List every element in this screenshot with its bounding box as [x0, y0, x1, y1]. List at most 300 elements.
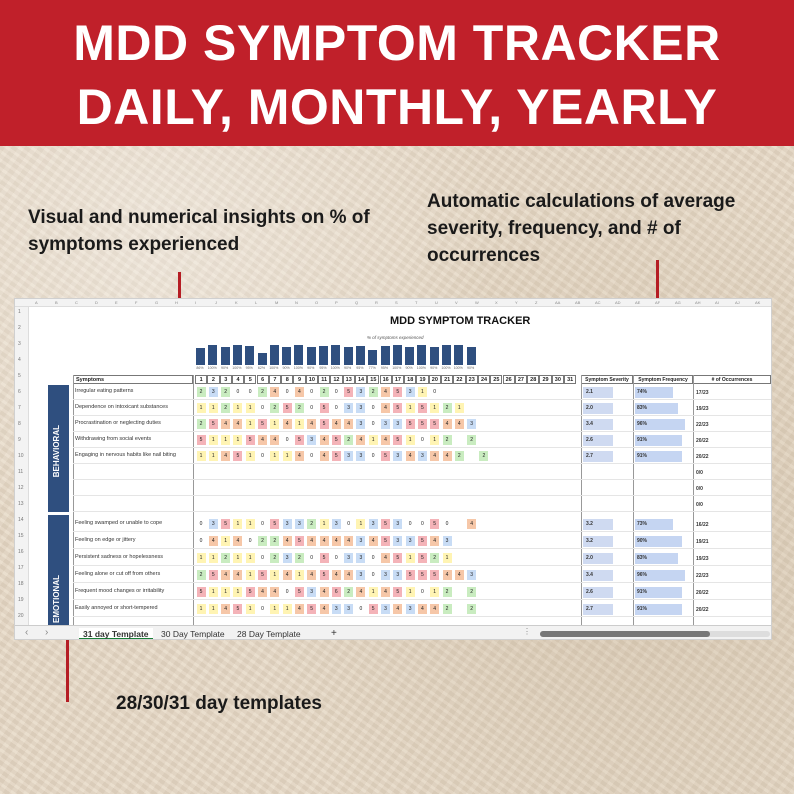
day-value-cell[interactable]: 4 [320, 604, 329, 614]
day-value-cell[interactable]: 1 [209, 587, 218, 597]
row-divider [73, 531, 772, 532]
day-value-cell[interactable]: 3 [209, 387, 218, 397]
scrollbar-thumb[interactable] [540, 631, 710, 637]
day-value-cell[interactable]: 2 [455, 451, 464, 461]
day-value-cell[interactable]: 4 [221, 604, 230, 614]
day-value-cell[interactable]: 1 [406, 435, 415, 445]
day-value-cell[interactable]: 1 [270, 604, 279, 614]
day-value-cell[interactable]: 5 [381, 536, 390, 546]
day-value-cell[interactable]: 0 [430, 387, 439, 397]
day-value-cell[interactable]: 3 [344, 604, 353, 614]
row-divider [73, 431, 772, 432]
day-value-cell[interactable]: 1 [418, 387, 427, 397]
row-divider [73, 616, 772, 617]
day-value-cell[interactable]: 0 [369, 570, 378, 580]
day-value-cell[interactable]: 4 [209, 536, 218, 546]
day-value-cell[interactable]: 2 [197, 419, 206, 429]
day-value-cell[interactable]: 0 [369, 419, 378, 429]
day-value-cell[interactable]: 3 [393, 419, 402, 429]
day-value-cell[interactable]: 4 [430, 536, 439, 546]
day-value-cell[interactable]: 5 [430, 419, 439, 429]
day-value-cell[interactable]: 3 [418, 451, 427, 461]
day-value-cell[interactable]: 5 [295, 587, 304, 597]
day-value-cell[interactable]: 0 [332, 553, 341, 563]
day-value-cell[interactable]: 5 [258, 570, 267, 580]
day-value-cell[interactable]: 1 [246, 519, 255, 529]
day-value-cell[interactable]: 4 [332, 570, 341, 580]
day-value-cell[interactable]: 1 [406, 553, 415, 563]
day-value-cell[interactable]: 5 [393, 435, 402, 445]
day-value-cell[interactable]: 4 [344, 419, 353, 429]
day-value-cell[interactable]: 4 [430, 604, 439, 614]
day-value-cell[interactable]: 4 [430, 451, 439, 461]
day-header: 23 [466, 375, 478, 384]
day-value-cell[interactable]: 4 [233, 419, 242, 429]
day-value-cell[interactable]: 4 [344, 570, 353, 580]
day-value-cell[interactable]: 4 [295, 604, 304, 614]
day-value-cell[interactable]: 2 [467, 435, 476, 445]
day-value-cell[interactable]: 0 [307, 451, 316, 461]
day-value-cell[interactable]: 1 [283, 451, 292, 461]
day-value-cell[interactable]: 4 [258, 435, 267, 445]
day-value-cell[interactable]: 0 [197, 536, 206, 546]
day-value-cell[interactable]: 1 [270, 570, 279, 580]
day-value-cell[interactable]: 1 [209, 553, 218, 563]
day-value-cell[interactable]: 5 [233, 451, 242, 461]
day-value-cell[interactable]: 4 [320, 536, 329, 546]
chart-bar-label: 90% [282, 366, 290, 370]
day-value-cell[interactable]: 3 [332, 519, 341, 529]
day-value-cell[interactable]: 1 [246, 570, 255, 580]
day-value-cell[interactable]: 3 [381, 570, 390, 580]
day-value-cell[interactable]: 5 [418, 419, 427, 429]
day-value-cell[interactable]: 0 [258, 553, 267, 563]
day-value-cell[interactable]: 5 [393, 553, 402, 563]
day-value-cell[interactable]: 2 [270, 553, 279, 563]
day-value-cell[interactable]: 5 [270, 519, 279, 529]
day-value-cell[interactable]: 4 [455, 570, 464, 580]
day-value-cell[interactable]: 2 [258, 536, 267, 546]
day-value-cell[interactable]: 5 [369, 604, 378, 614]
behavioral-occurrences: 20/22 [696, 454, 709, 460]
day-value-cell[interactable]: 4 [307, 419, 316, 429]
day-value-cell[interactable]: 5 [221, 519, 230, 529]
day-value-cell[interactable]: 5 [381, 519, 390, 529]
tab-31-day-template[interactable]: 31 day Template [79, 628, 153, 640]
behavioral-frequency: 83% [635, 403, 678, 414]
day-value-cell[interactable]: 5 [418, 570, 427, 580]
day-value-cell[interactable]: 4 [467, 519, 476, 529]
day-value-cell[interactable]: 3 [356, 553, 365, 563]
day-value-cell[interactable]: 3 [356, 403, 365, 413]
day-value-cell[interactable]: 5 [197, 435, 206, 445]
column-letter: AE [635, 300, 641, 305]
day-value-cell[interactable]: 5 [295, 435, 304, 445]
day-value-cell[interactable]: 1 [246, 451, 255, 461]
day-value-cell[interactable]: 2 [295, 553, 304, 563]
day-value-cell[interactable]: 0 [246, 387, 255, 397]
grid-divider [581, 375, 582, 625]
day-value-cell[interactable]: 0 [332, 403, 341, 413]
day-value-cell[interactable]: 1 [209, 451, 218, 461]
day-value-cell[interactable]: 5 [393, 403, 402, 413]
day-value-cell[interactable]: 0 [369, 553, 378, 563]
column-letter: W [475, 300, 479, 305]
day-value-cell[interactable]: 4 [295, 387, 304, 397]
day-value-cell[interactable]: 3 [356, 419, 365, 429]
day-value-cell[interactable]: 2 [307, 519, 316, 529]
day-value-cell[interactable]: 4 [221, 419, 230, 429]
day-value-cell[interactable]: 3 [443, 536, 452, 546]
day-value-cell[interactable]: 5 [406, 570, 415, 580]
day-value-cell[interactable]: 4 [369, 536, 378, 546]
category-behavioral [48, 385, 69, 512]
day-value-cell[interactable]: 4 [221, 570, 230, 580]
day-value-cell[interactable]: 0 [283, 387, 292, 397]
day-value-cell[interactable]: 2 [344, 435, 353, 445]
emotional-severity: 2.7 [583, 604, 613, 615]
day-value-cell[interactable]: 2 [295, 403, 304, 413]
day-value-cell[interactable]: 4 [320, 587, 329, 597]
day-value-cell[interactable]: 0 [443, 519, 452, 529]
day-value-cell[interactable]: 4 [443, 451, 452, 461]
day-value-cell[interactable]: 5 [209, 419, 218, 429]
add-sheet-button[interactable]: + [331, 628, 337, 639]
day-value-cell[interactable]: 3 [393, 519, 402, 529]
day-value-cell[interactable]: 1 [233, 435, 242, 445]
day-value-cell[interactable]: 5 [418, 536, 427, 546]
day-value-cell[interactable]: 4 [356, 435, 365, 445]
behavioral-frequency: 91% [635, 451, 682, 462]
row-divider [73, 447, 772, 448]
day-value-cell[interactable]: 4 [381, 553, 390, 563]
day-value-cell[interactable]: 2 [270, 403, 279, 413]
day-value-cell[interactable]: 1 [209, 604, 218, 614]
row-number: 13 [18, 501, 24, 507]
column-letter: AG [675, 300, 681, 305]
day-value-cell[interactable]: 1 [270, 451, 279, 461]
day-value-cell[interactable]: 4 [307, 570, 316, 580]
day-value-cell[interactable]: 4 [320, 435, 329, 445]
day-value-cell[interactable]: 2 [258, 387, 267, 397]
column-letter: AB [575, 300, 581, 305]
day-value-cell[interactable]: 2 [197, 570, 206, 580]
day-value-cell[interactable]: 2 [221, 387, 230, 397]
day-value-cell[interactable]: 1 [295, 570, 304, 580]
day-value-cell[interactable]: 5 [344, 387, 353, 397]
day-value-cell[interactable]: 1 [270, 419, 279, 429]
day-value-cell[interactable]: 1 [197, 403, 206, 413]
day-value-cell[interactable]: 3 [381, 604, 390, 614]
day-value-cell[interactable]: 4 [233, 536, 242, 546]
day-value-cell[interactable]: 1 [221, 587, 230, 597]
tab-28-day-template[interactable]: 28 Day Template [237, 629, 301, 639]
day-value-cell[interactable]: 3 [467, 570, 476, 580]
day-value-cell[interactable]: 4 [258, 587, 267, 597]
day-value-cell[interactable]: 0 [356, 604, 365, 614]
day-value-cell[interactable]: 2 [443, 604, 452, 614]
day-value-cell[interactable]: 5 [320, 570, 329, 580]
more-options-icon[interactable]: ⋮ [523, 627, 531, 636]
day-value-cell[interactable]: 4 [270, 387, 279, 397]
day-value-cell[interactable]: 3 [209, 519, 218, 529]
day-value-cell[interactable]: 1 [246, 419, 255, 429]
day-value-cell[interactable]: 1 [246, 553, 255, 563]
day-value-cell[interactable]: 4 [381, 435, 390, 445]
day-value-cell[interactable]: 3 [295, 519, 304, 529]
chart-bar-label: 86% [196, 366, 204, 370]
row-number: 15 [18, 533, 24, 539]
row-divider [73, 463, 772, 464]
day-value-cell[interactable]: 4 [270, 587, 279, 597]
spreadsheet[interactable] [14, 298, 772, 640]
day-value-cell[interactable]: 4 [283, 536, 292, 546]
day-value-cell[interactable]: 0 [258, 403, 267, 413]
day-value-cell[interactable]: 1 [197, 553, 206, 563]
day-value-cell[interactable]: 5 [209, 570, 218, 580]
day-value-cell[interactable]: 4 [455, 419, 464, 429]
day-value-cell[interactable]: 1 [295, 419, 304, 429]
chart-bar-label: 100% [232, 366, 242, 370]
day-value-cell[interactable]: 3 [381, 419, 390, 429]
day-value-cell[interactable]: 1 [430, 587, 439, 597]
day-value-cell[interactable]: 3 [356, 570, 365, 580]
day-value-cell[interactable]: 5 [393, 387, 402, 397]
day-value-cell[interactable]: 4 [221, 451, 230, 461]
day-value-cell[interactable]: 3 [344, 451, 353, 461]
day-value-cell[interactable]: 6 [332, 587, 341, 597]
day-value-cell[interactable]: 0 [258, 451, 267, 461]
day-value-cell[interactable]: 2 [430, 553, 439, 563]
day-value-cell[interactable]: 3 [344, 403, 353, 413]
day-value-cell[interactable]: 4 [283, 570, 292, 580]
day-value-cell[interactable]: 2 [221, 403, 230, 413]
day-value-cell[interactable]: 1 [233, 519, 242, 529]
day-value-cell[interactable]: 1 [197, 604, 206, 614]
day-value-cell[interactable]: 0 [283, 587, 292, 597]
day-header: 24 [478, 375, 490, 384]
day-value-cell[interactable]: 1 [369, 587, 378, 597]
day-value-cell[interactable]: 5 [418, 403, 427, 413]
day-value-cell[interactable]: 4 [393, 604, 402, 614]
day-value-cell[interactable]: 0 [332, 387, 341, 397]
day-value-cell[interactable]: 5 [430, 519, 439, 529]
day-value-cell[interactable]: 5 [430, 570, 439, 580]
day-value-cell[interactable]: 5 [320, 419, 329, 429]
behavioral-symptom-name: Engaging in nervous habits like nail biting [75, 452, 176, 458]
day-value-cell[interactable]: 2 [467, 604, 476, 614]
behavioral-symptom-name: Dependence on intoxicant substances [75, 404, 168, 410]
day-value-cell[interactable]: 2 [197, 387, 206, 397]
day-value-cell[interactable]: 3 [406, 387, 415, 397]
day-value-cell[interactable]: 4 [381, 387, 390, 397]
day-value-cell[interactable]: 5 [332, 451, 341, 461]
day-value-cell[interactable]: 4 [381, 587, 390, 597]
day-value-cell[interactable]: 0 [283, 435, 292, 445]
day-value-cell[interactable]: 3 [283, 519, 292, 529]
day-value-cell[interactable]: 1 [233, 403, 242, 413]
day-value-cell[interactable]: 5 [246, 587, 255, 597]
day-value-cell[interactable]: 3 [344, 553, 353, 563]
day-value-cell[interactable]: 0 [418, 519, 427, 529]
day-value-cell[interactable]: 3 [332, 604, 341, 614]
column-letter: AI [715, 300, 719, 305]
day-value-cell[interactable]: 2 [443, 403, 452, 413]
day-value-cell[interactable]: 1 [369, 435, 378, 445]
day-value-cell[interactable]: 4 [270, 435, 279, 445]
day-value-cell[interactable]: 2 [344, 587, 353, 597]
day-value-cell[interactable]: 1 [197, 451, 206, 461]
day-value-cell[interactable]: 5 [418, 553, 427, 563]
chart-bar-label: 100% [269, 366, 279, 370]
day-value-cell[interactable]: 5 [381, 451, 390, 461]
day-value-cell[interactable]: 2 [479, 451, 488, 461]
tab-30-day-template[interactable]: 30 Day Template [161, 629, 225, 639]
day-value-cell[interactable]: 4 [356, 587, 365, 597]
tab-scroll-prev-button[interactable]: ‹ [25, 627, 29, 638]
day-value-cell[interactable]: 0 [258, 519, 267, 529]
day-value-cell[interactable]: 1 [283, 604, 292, 614]
day-value-cell[interactable]: 1 [246, 403, 255, 413]
day-value-cell[interactable]: 4 [332, 536, 341, 546]
day-value-cell[interactable]: 0 [418, 587, 427, 597]
day-value-cell[interactable]: 5 [295, 536, 304, 546]
day-value-cell[interactable]: 5 [320, 403, 329, 413]
column-letter: F [135, 300, 138, 305]
day-value-cell[interactable]: 5 [307, 604, 316, 614]
day-value-cell[interactable]: 3 [406, 536, 415, 546]
day-value-cell[interactable]: 1 [221, 435, 230, 445]
row-divider [73, 511, 772, 512]
day-value-cell[interactable]: 4 [344, 536, 353, 546]
day-value-cell[interactable]: 2 [270, 536, 279, 546]
row-divider [73, 399, 772, 400]
day-value-cell[interactable]: 4 [443, 570, 452, 580]
grid-divider [73, 375, 74, 625]
day-value-cell[interactable]: 4 [332, 419, 341, 429]
header-banner [0, 0, 794, 146]
chart-bar [270, 345, 279, 365]
day-value-cell[interactable]: 0 [197, 519, 206, 529]
day-value-cell[interactable]: 4 [443, 419, 452, 429]
day-value-cell[interactable]: 2 [320, 387, 329, 397]
day-value-cell[interactable]: 5 [258, 419, 267, 429]
day-value-cell[interactable]: 5 [283, 403, 292, 413]
day-header: 14 [355, 375, 367, 384]
chart-bar [356, 346, 365, 365]
day-value-cell[interactable]: 0 [307, 553, 316, 563]
day-value-cell[interactable]: 1 [455, 403, 464, 413]
column-letter: K [235, 300, 238, 305]
day-value-cell[interactable]: 3 [467, 419, 476, 429]
day-value-cell[interactable]: 2 [369, 387, 378, 397]
day-value-cell[interactable]: 2 [443, 435, 452, 445]
emotional-occurrences: 20/22 [696, 607, 709, 613]
day-value-cell[interactable]: 0 [406, 519, 415, 529]
day-value-cell[interactable]: 4 [233, 570, 242, 580]
day-value-cell[interactable]: 0 [307, 387, 316, 397]
tab-scroll-next-button[interactable]: › [45, 627, 49, 638]
day-value-cell[interactable]: 0 [307, 403, 316, 413]
day-value-cell[interactable]: 1 [406, 403, 415, 413]
chart-bar [307, 347, 316, 365]
day-value-cell[interactable]: 0 [233, 387, 242, 397]
day-value-cell[interactable]: 2 [221, 553, 230, 563]
day-value-cell[interactable]: 0 [246, 536, 255, 546]
day-value-cell[interactable]: 5 [197, 587, 206, 597]
day-value-cell[interactable]: 3 [393, 570, 402, 580]
day-value-cell[interactable]: 2 [467, 587, 476, 597]
day-value-cell[interactable]: 1 [430, 403, 439, 413]
day-value-cell[interactable]: 1 [233, 553, 242, 563]
day-value-cell[interactable]: 5 [233, 604, 242, 614]
day-value-cell[interactable]: 3 [393, 451, 402, 461]
day-value-cell[interactable]: 3 [393, 536, 402, 546]
day-header: 25 [490, 375, 502, 384]
day-value-cell[interactable]: 3 [369, 519, 378, 529]
day-value-cell[interactable]: 1 [356, 519, 365, 529]
chart-bar-label: 62% [257, 366, 266, 370]
grid-divider [771, 375, 772, 625]
day-value-cell[interactable]: 5 [406, 419, 415, 429]
day-value-cell[interactable]: 4 [283, 419, 292, 429]
day-value-cell[interactable]: 0 [369, 403, 378, 413]
day-value-cell[interactable]: 0 [258, 604, 267, 614]
day-value-cell[interactable]: 1 [430, 435, 439, 445]
day-value-cell[interactable]: 4 [320, 451, 329, 461]
day-value-cell[interactable]: 5 [393, 587, 402, 597]
row-number: 14 [18, 517, 24, 523]
day-value-cell[interactable]: 3 [283, 553, 292, 563]
day-value-cell[interactable]: 5 [332, 435, 341, 445]
day-value-cell[interactable]: 4 [307, 536, 316, 546]
emotional-symptom-name: Persistent sadness or hopelessness [75, 554, 164, 560]
day-value-cell[interactable]: 0 [344, 519, 353, 529]
day-value-cell[interactable]: 1 [221, 536, 230, 546]
day-value-cell[interactable]: 1 [406, 587, 415, 597]
day-header: 2 [207, 375, 219, 384]
day-value-cell[interactable]: 4 [406, 451, 415, 461]
chart-bar-label: 100% [416, 366, 426, 370]
day-value-cell[interactable]: 3 [356, 451, 365, 461]
column-letter: H [175, 300, 178, 305]
day-value-cell[interactable]: 4 [381, 403, 390, 413]
day-header: 15 [367, 375, 379, 384]
column-letter: L [255, 300, 258, 305]
day-value-cell[interactable]: 4 [295, 451, 304, 461]
day-value-cell[interactable]: 4 [418, 604, 427, 614]
day-value-cell[interactable]: 3 [307, 587, 316, 597]
day-value-cell[interactable]: 5 [246, 435, 255, 445]
chart-bar-label: 100% [207, 366, 217, 370]
day-value-cell[interactable]: 3 [406, 604, 415, 614]
horizontal-scrollbar[interactable] [540, 631, 770, 637]
day-value-cell[interactable]: 0 [369, 451, 378, 461]
day-value-cell[interactable]: 3 [356, 387, 365, 397]
day-value-cell[interactable]: 0 [418, 435, 427, 445]
day-value-cell[interactable]: 1 [209, 435, 218, 445]
day-value-cell[interactable]: 3 [307, 435, 316, 445]
day-value-cell[interactable]: 3 [356, 536, 365, 546]
day-value-cell[interactable]: 1 [246, 604, 255, 614]
row-number: 2 [18, 325, 21, 331]
day-value-cell[interactable]: 1 [320, 519, 329, 529]
day-value-cell[interactable]: 1 [443, 553, 452, 563]
day-value-cell[interactable]: 5 [320, 553, 329, 563]
day-value-cell[interactable]: 1 [209, 403, 218, 413]
day-value-cell[interactable]: 2 [443, 587, 452, 597]
day-value-cell[interactable]: 1 [233, 587, 242, 597]
